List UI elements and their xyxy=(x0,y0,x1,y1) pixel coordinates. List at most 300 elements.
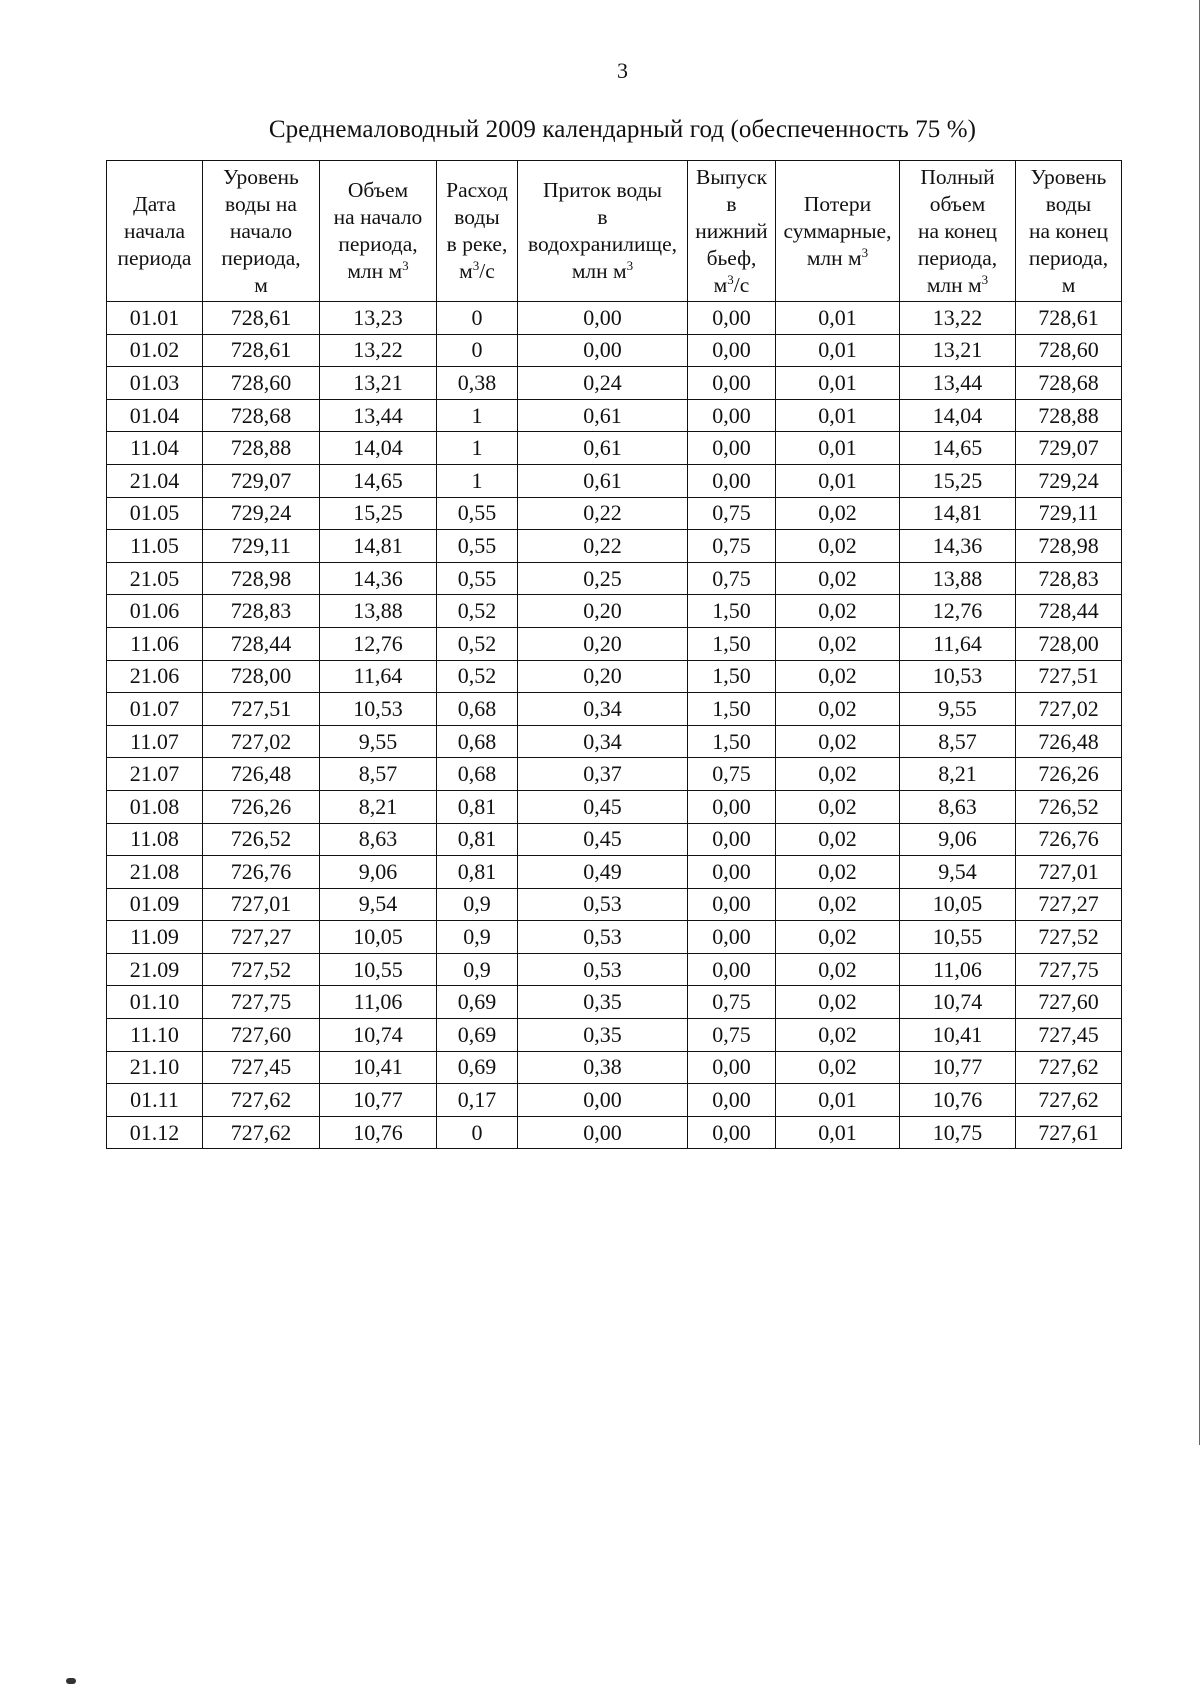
table-row xyxy=(107,627,1122,660)
cell-level_start: 728,83 xyxy=(203,595,320,628)
cell-release: 0,00 xyxy=(688,1116,776,1149)
cell-level_start: 727,75 xyxy=(203,986,320,1019)
cell-release: 0,00 xyxy=(688,1084,776,1117)
cell-losses: 0,01 xyxy=(776,1116,900,1149)
cell-level_start: 728,88 xyxy=(203,432,320,465)
cell-date: 01.07 xyxy=(107,693,203,726)
column-header-line: Выпуск xyxy=(695,164,768,189)
cell-level_start: 727,62 xyxy=(203,1084,320,1117)
cell-level_start: 727,27 xyxy=(203,921,320,954)
cell-date: 11.09 xyxy=(107,921,203,954)
cell-inflow: 0,37 xyxy=(518,758,688,791)
cell-release: 0,00 xyxy=(688,888,776,921)
cell-level_end: 727,62 xyxy=(1016,1051,1122,1084)
cell-inflow: 0,61 xyxy=(518,432,688,465)
table-row xyxy=(107,790,1122,823)
cell-release: 0,00 xyxy=(688,856,776,889)
cell-losses: 0,01 xyxy=(776,367,900,400)
cell-discharge: 0,81 xyxy=(437,823,518,856)
cell-level_end: 726,48 xyxy=(1016,725,1122,758)
cell-level_start: 728,44 xyxy=(203,627,320,660)
cell-date: 01.12 xyxy=(107,1116,203,1149)
reservoir-balance-table xyxy=(106,160,1122,1149)
table-header xyxy=(107,161,1122,302)
table-row xyxy=(107,823,1122,856)
cell-vol_end: 15,25 xyxy=(900,464,1016,497)
cell-level_end: 726,26 xyxy=(1016,758,1122,791)
cell-inflow: 0,00 xyxy=(518,1116,688,1149)
cell-vol_start: 9,54 xyxy=(320,888,437,921)
cell-discharge: 0 xyxy=(437,302,518,335)
cell-discharge: 0,9 xyxy=(437,953,518,986)
cell-losses: 0,02 xyxy=(776,725,900,758)
cell-losses: 0,02 xyxy=(776,497,900,530)
cell-vol_end: 11,64 xyxy=(900,627,1016,660)
cell-release: 1,50 xyxy=(688,725,776,758)
cell-inflow: 0,22 xyxy=(518,530,688,563)
cell-discharge: 0 xyxy=(437,1116,518,1149)
cell-vol_end: 8,57 xyxy=(900,725,1016,758)
cell-vol_start: 13,21 xyxy=(320,367,437,400)
cell-vol_end: 13,21 xyxy=(900,334,1016,367)
cell-vol_start: 11,64 xyxy=(320,660,437,693)
cell-level_start: 729,24 xyxy=(203,497,320,530)
table-row xyxy=(107,986,1122,1019)
cell-inflow: 0,20 xyxy=(518,595,688,628)
table-row xyxy=(107,1019,1122,1052)
cell-level_start: 727,01 xyxy=(203,888,320,921)
cell-discharge: 1 xyxy=(437,464,518,497)
cell-level_start: 727,60 xyxy=(203,1019,320,1052)
cell-vol_end: 13,22 xyxy=(900,302,1016,335)
cell-vol_start: 12,76 xyxy=(320,627,437,660)
cell-vol_start: 15,25 xyxy=(320,497,437,530)
cell-inflow: 0,00 xyxy=(518,302,688,335)
cell-vol_start: 9,06 xyxy=(320,856,437,889)
column-header-line: водохранилище, xyxy=(527,232,678,256)
cell-vol_start: 8,21 xyxy=(320,790,437,823)
cell-vol_end: 14,36 xyxy=(900,530,1016,563)
cell-vol_end: 10,41 xyxy=(900,1019,1016,1052)
column-header-line: м xyxy=(254,272,268,297)
cell-level_end: 728,88 xyxy=(1016,399,1122,432)
cell-vol_start: 10,74 xyxy=(320,1019,437,1052)
column-header-line: периода, xyxy=(338,232,418,256)
cell-level_end: 729,11 xyxy=(1016,497,1122,530)
cell-losses: 0,02 xyxy=(776,595,900,628)
cell-losses: 0,02 xyxy=(776,823,900,856)
cell-discharge: 0,69 xyxy=(437,1051,518,1084)
cell-level_start: 728,61 xyxy=(203,334,320,367)
cell-vol_start: 10,76 xyxy=(320,1116,437,1149)
cell-inflow: 0,00 xyxy=(518,334,688,367)
cell-inflow: 0,53 xyxy=(518,953,688,986)
cell-discharge: 1 xyxy=(437,432,518,465)
cell-losses: 0,02 xyxy=(776,1019,900,1052)
cell-vol_end: 13,88 xyxy=(900,562,1016,595)
cell-date: 11.04 xyxy=(107,432,203,465)
cell-inflow: 0,20 xyxy=(518,627,688,660)
table-row xyxy=(107,856,1122,889)
cell-losses: 0,02 xyxy=(776,953,900,986)
cell-level_start: 727,52 xyxy=(203,953,320,986)
column-header-date xyxy=(107,161,203,302)
column-header-line: м xyxy=(1061,272,1076,297)
cell-date: 01.01 xyxy=(107,302,203,335)
cell-date: 21.04 xyxy=(107,464,203,497)
header-row xyxy=(107,161,1122,302)
cell-discharge: 0,68 xyxy=(437,725,518,758)
cell-losses: 0,02 xyxy=(776,856,900,889)
cell-discharge: 0,55 xyxy=(437,530,518,563)
cell-release: 0,00 xyxy=(688,921,776,954)
cell-level_end: 727,52 xyxy=(1016,921,1122,954)
cell-release: 0,00 xyxy=(688,367,776,400)
cell-inflow: 0,24 xyxy=(518,367,688,400)
cell-vol_start: 8,57 xyxy=(320,758,437,791)
column-header-line: млн $м^3$ xyxy=(806,244,869,270)
cell-level_start: 726,52 xyxy=(203,823,320,856)
cell-inflow: 0,49 xyxy=(518,856,688,889)
cell-vol_end: 14,81 xyxy=(900,497,1016,530)
cell-level_end: 727,01 xyxy=(1016,856,1122,889)
cell-level_end: 727,02 xyxy=(1016,693,1122,726)
cell-inflow: 0,20 xyxy=(518,660,688,693)
cell-vol_start: 10,77 xyxy=(320,1084,437,1117)
cell-discharge: 0,68 xyxy=(437,693,518,726)
table-row xyxy=(107,334,1122,367)
column-header-line: на конец xyxy=(917,218,998,243)
column-header-line: Уровень xyxy=(223,164,299,189)
table-row xyxy=(107,953,1122,986)
cell-vol_end: 12,76 xyxy=(900,595,1016,628)
cell-level_end: 728,61 xyxy=(1016,302,1122,335)
cell-date: 01.04 xyxy=(107,399,203,432)
cell-inflow: 0,00 xyxy=(518,1084,688,1117)
column-header-line: периода, xyxy=(917,245,998,270)
cell-vol_end: 13,44 xyxy=(900,367,1016,400)
scan-mark xyxy=(66,1678,76,1684)
table-row xyxy=(107,399,1122,432)
cell-date: 21.07 xyxy=(107,758,203,791)
cell-discharge: 0,38 xyxy=(437,367,518,400)
cell-level_start: 727,02 xyxy=(203,725,320,758)
cell-discharge: 0,52 xyxy=(437,595,518,628)
cell-discharge: 0,69 xyxy=(437,986,518,1019)
cell-level_start: 728,61 xyxy=(203,302,320,335)
cell-vol_start: 8,63 xyxy=(320,823,437,856)
cell-inflow: 0,53 xyxy=(518,888,688,921)
column-header-line: воды xyxy=(1045,191,1092,216)
cell-level_start: 729,07 xyxy=(203,464,320,497)
cell-losses: 0,01 xyxy=(776,1084,900,1117)
table-row xyxy=(107,464,1122,497)
column-header-line: Дата xyxy=(133,191,176,216)
cell-release: 1,50 xyxy=(688,627,776,660)
cell-date: 11.05 xyxy=(107,530,203,563)
cell-vol_start: 14,04 xyxy=(320,432,437,465)
cell-losses: 0,01 xyxy=(776,399,900,432)
cell-vol_end: 10,53 xyxy=(900,660,1016,693)
cell-losses: 0,01 xyxy=(776,464,900,497)
column-header-line: на конец xyxy=(1028,218,1109,243)
cell-date: 11.08 xyxy=(107,823,203,856)
column-header-line: $м^3/с$ xyxy=(713,271,750,297)
cell-release: 0,75 xyxy=(688,758,776,791)
column-header-line: Объем xyxy=(347,178,409,202)
cell-release: 0,00 xyxy=(688,790,776,823)
cell-losses: 0,02 xyxy=(776,562,900,595)
column-header-line: нижний xyxy=(695,218,768,243)
cell-vol_end: 14,65 xyxy=(900,432,1016,465)
cell-vol_end: 10,74 xyxy=(900,986,1016,1019)
table-body xyxy=(107,302,1122,1149)
table-row xyxy=(107,497,1122,530)
table-row xyxy=(107,693,1122,726)
cell-release: 1,50 xyxy=(688,660,776,693)
cell-date: 01.02 xyxy=(107,334,203,367)
cell-losses: 0,02 xyxy=(776,758,900,791)
cell-vol_start: 9,55 xyxy=(320,725,437,758)
cell-discharge: 0,81 xyxy=(437,856,518,889)
cell-losses: 0,02 xyxy=(776,693,900,726)
column-header-line: воды xyxy=(454,205,500,229)
cell-losses: 0,02 xyxy=(776,921,900,954)
cell-discharge: 0,55 xyxy=(437,497,518,530)
table-row xyxy=(107,921,1122,954)
cell-vol_start: 10,53 xyxy=(320,693,437,726)
cell-level_end: 727,45 xyxy=(1016,1019,1122,1052)
cell-vol_end: 10,55 xyxy=(900,921,1016,954)
cell-vol_end: 10,76 xyxy=(900,1084,1016,1117)
cell-vol_end: 10,77 xyxy=(900,1051,1016,1084)
cell-level_end: 728,44 xyxy=(1016,595,1122,628)
cell-level_start: 726,48 xyxy=(203,758,320,791)
cell-losses: 0,02 xyxy=(776,627,900,660)
cell-level_start: 729,11 xyxy=(203,530,320,563)
cell-release: 0,00 xyxy=(688,302,776,335)
table-row xyxy=(107,660,1122,693)
cell-level_end: 727,62 xyxy=(1016,1084,1122,1117)
cell-release: 0,75 xyxy=(688,986,776,1019)
column-header-line: объем xyxy=(929,191,986,216)
column-header-vol_start xyxy=(320,161,437,302)
cell-level_start: 727,62 xyxy=(203,1116,320,1149)
column-header-line: бьеф, xyxy=(706,245,757,270)
column-header-release xyxy=(688,161,776,302)
cell-level_end: 727,61 xyxy=(1016,1116,1122,1149)
cell-level_end: 728,98 xyxy=(1016,530,1122,563)
table-row xyxy=(107,1051,1122,1084)
cell-inflow: 0,38 xyxy=(518,1051,688,1084)
cell-discharge: 0,9 xyxy=(437,888,518,921)
column-header-line: начало xyxy=(229,218,293,243)
cell-date: 21.05 xyxy=(107,562,203,595)
column-header-line: в реке, xyxy=(446,232,508,256)
cell-vol_start: 11,06 xyxy=(320,986,437,1019)
cell-vol_end: 9,06 xyxy=(900,823,1016,856)
table-row xyxy=(107,562,1122,595)
cell-release: 0,00 xyxy=(688,823,776,856)
cell-level_end: 728,60 xyxy=(1016,334,1122,367)
cell-level_end: 726,52 xyxy=(1016,790,1122,823)
cell-discharge: 0,69 xyxy=(437,1019,518,1052)
cell-vol_start: 13,22 xyxy=(320,334,437,367)
cell-date: 21.06 xyxy=(107,660,203,693)
column-header-losses xyxy=(776,161,900,302)
cell-level_start: 726,26 xyxy=(203,790,320,823)
cell-inflow: 0,22 xyxy=(518,497,688,530)
cell-inflow: 0,34 xyxy=(518,725,688,758)
cell-vol_start: 13,88 xyxy=(320,595,437,628)
cell-inflow: 0,45 xyxy=(518,790,688,823)
cell-date: 21.08 xyxy=(107,856,203,889)
cell-inflow: 0,45 xyxy=(518,823,688,856)
cell-level_start: 727,51 xyxy=(203,693,320,726)
column-header-line: периода, xyxy=(221,245,301,270)
cell-discharge: 0,17 xyxy=(437,1084,518,1117)
column-header-line: на начало xyxy=(333,205,423,229)
cell-inflow: 0,35 xyxy=(518,986,688,1019)
column-header-line: начала xyxy=(123,218,185,243)
cell-vol_end: 9,54 xyxy=(900,856,1016,889)
cell-losses: 0,02 xyxy=(776,790,900,823)
cell-vol_end: 8,63 xyxy=(900,790,1016,823)
cell-release: 0,00 xyxy=(688,953,776,986)
cell-vol_end: 10,75 xyxy=(900,1116,1016,1149)
column-header-discharge xyxy=(437,161,518,302)
cell-vol_end: 10,05 xyxy=(900,888,1016,921)
table-row xyxy=(107,302,1122,335)
column-header-line: Расход xyxy=(446,178,508,202)
cell-discharge: 0,55 xyxy=(437,562,518,595)
column-header-line: суммарные, xyxy=(783,218,892,243)
table-row xyxy=(107,1084,1122,1117)
cell-date: 11.07 xyxy=(107,725,203,758)
cell-vol_end: 8,21 xyxy=(900,758,1016,791)
table-row xyxy=(107,367,1122,400)
cell-vol_start: 13,23 xyxy=(320,302,437,335)
cell-level_start: 726,76 xyxy=(203,856,320,889)
page-number: 3 xyxy=(617,58,628,83)
cell-date: 11.10 xyxy=(107,1019,203,1052)
column-header-line: млн $м^3$ xyxy=(926,271,989,297)
column-header-line: $м^3/с$ xyxy=(459,258,495,283)
cell-release: 0,75 xyxy=(688,1019,776,1052)
column-header-level_start xyxy=(203,161,320,302)
column-header-line: в xyxy=(597,205,608,229)
cell-release: 0,00 xyxy=(688,399,776,432)
cell-release: 1,50 xyxy=(688,595,776,628)
cell-vol_start: 13,44 xyxy=(320,399,437,432)
cell-release: 0,00 xyxy=(688,464,776,497)
cell-date: 01.05 xyxy=(107,497,203,530)
cell-vol_end: 14,04 xyxy=(900,399,1016,432)
cell-level_start: 728,68 xyxy=(203,399,320,432)
cell-level_end: 729,07 xyxy=(1016,432,1122,465)
cell-level_end: 729,24 xyxy=(1016,464,1122,497)
cell-losses: 0,01 xyxy=(776,334,900,367)
cell-release: 0,75 xyxy=(688,530,776,563)
column-header-line: млн $м^3$ xyxy=(571,258,634,283)
table-row xyxy=(107,888,1122,921)
cell-level_start: 727,45 xyxy=(203,1051,320,1084)
cell-vol_start: 14,36 xyxy=(320,562,437,595)
cell-release: 0,00 xyxy=(688,334,776,367)
cell-level_end: 728,00 xyxy=(1016,627,1122,660)
cell-discharge: 0,81 xyxy=(437,790,518,823)
column-header-line: Потери xyxy=(803,191,872,216)
cell-losses: 0,02 xyxy=(776,1051,900,1084)
column-header-vol_end xyxy=(900,161,1016,302)
table-row xyxy=(107,1116,1122,1149)
column-header-line: Полный xyxy=(920,164,995,189)
column-header-line: млн $м^3$ xyxy=(347,258,409,283)
cell-losses: 0,02 xyxy=(776,888,900,921)
cell-vol_start: 10,05 xyxy=(320,921,437,954)
cell-date: 01.09 xyxy=(107,888,203,921)
column-header-line: периода, xyxy=(1028,245,1109,270)
cell-vol_start: 14,65 xyxy=(320,464,437,497)
cell-release: 1,50 xyxy=(688,693,776,726)
cell-vol_start: 14,81 xyxy=(320,530,437,563)
cell-date: 01.10 xyxy=(107,986,203,1019)
cell-discharge: 0,68 xyxy=(437,758,518,791)
cell-inflow: 0,61 xyxy=(518,464,688,497)
table-row xyxy=(107,758,1122,791)
cell-discharge: 0,52 xyxy=(437,627,518,660)
cell-release: 0,75 xyxy=(688,497,776,530)
cell-losses: 0,02 xyxy=(776,530,900,563)
cell-date: 01.11 xyxy=(107,1084,203,1117)
cell-release: 0,00 xyxy=(688,1051,776,1084)
cell-discharge: 0,9 xyxy=(437,921,518,954)
cell-losses: 0,02 xyxy=(776,986,900,1019)
column-header-inflow xyxy=(518,161,688,302)
cell-level_end: 727,75 xyxy=(1016,953,1122,986)
cell-release: 0,75 xyxy=(688,562,776,595)
cell-level_end: 728,83 xyxy=(1016,562,1122,595)
cell-date: 01.03 xyxy=(107,367,203,400)
cell-inflow: 0,35 xyxy=(518,1019,688,1052)
table-row xyxy=(107,595,1122,628)
cell-inflow: 0,53 xyxy=(518,921,688,954)
cell-date: 21.09 xyxy=(107,953,203,986)
column-header-line: воды на xyxy=(225,191,297,216)
cell-date: 11.06 xyxy=(107,627,203,660)
cell-release: 0,00 xyxy=(688,432,776,465)
cell-level_start: 728,98 xyxy=(203,562,320,595)
cell-level_start: 728,00 xyxy=(203,660,320,693)
document-title: Среднемаловодный 2009 календарный год (обеспеченность 75 %) xyxy=(268,116,977,143)
cell-discharge: 1 xyxy=(437,399,518,432)
table-row xyxy=(107,432,1122,465)
cell-inflow: 0,34 xyxy=(518,693,688,726)
cell-discharge: 0,52 xyxy=(437,660,518,693)
cell-vol_end: 11,06 xyxy=(900,953,1016,986)
cell-date: 01.08 xyxy=(107,790,203,823)
cell-losses: 0,02 xyxy=(776,660,900,693)
cell-level_start: 728,60 xyxy=(203,367,320,400)
cell-vol_end: 9,55 xyxy=(900,693,1016,726)
column-header-line: периода xyxy=(117,245,192,270)
cell-inflow: 0,61 xyxy=(518,399,688,432)
cell-level_end: 727,27 xyxy=(1016,888,1122,921)
column-header-level_end xyxy=(1016,161,1122,302)
cell-level_end: 727,51 xyxy=(1016,660,1122,693)
cell-inflow: 0,25 xyxy=(518,562,688,595)
cell-discharge: 0 xyxy=(437,334,518,367)
